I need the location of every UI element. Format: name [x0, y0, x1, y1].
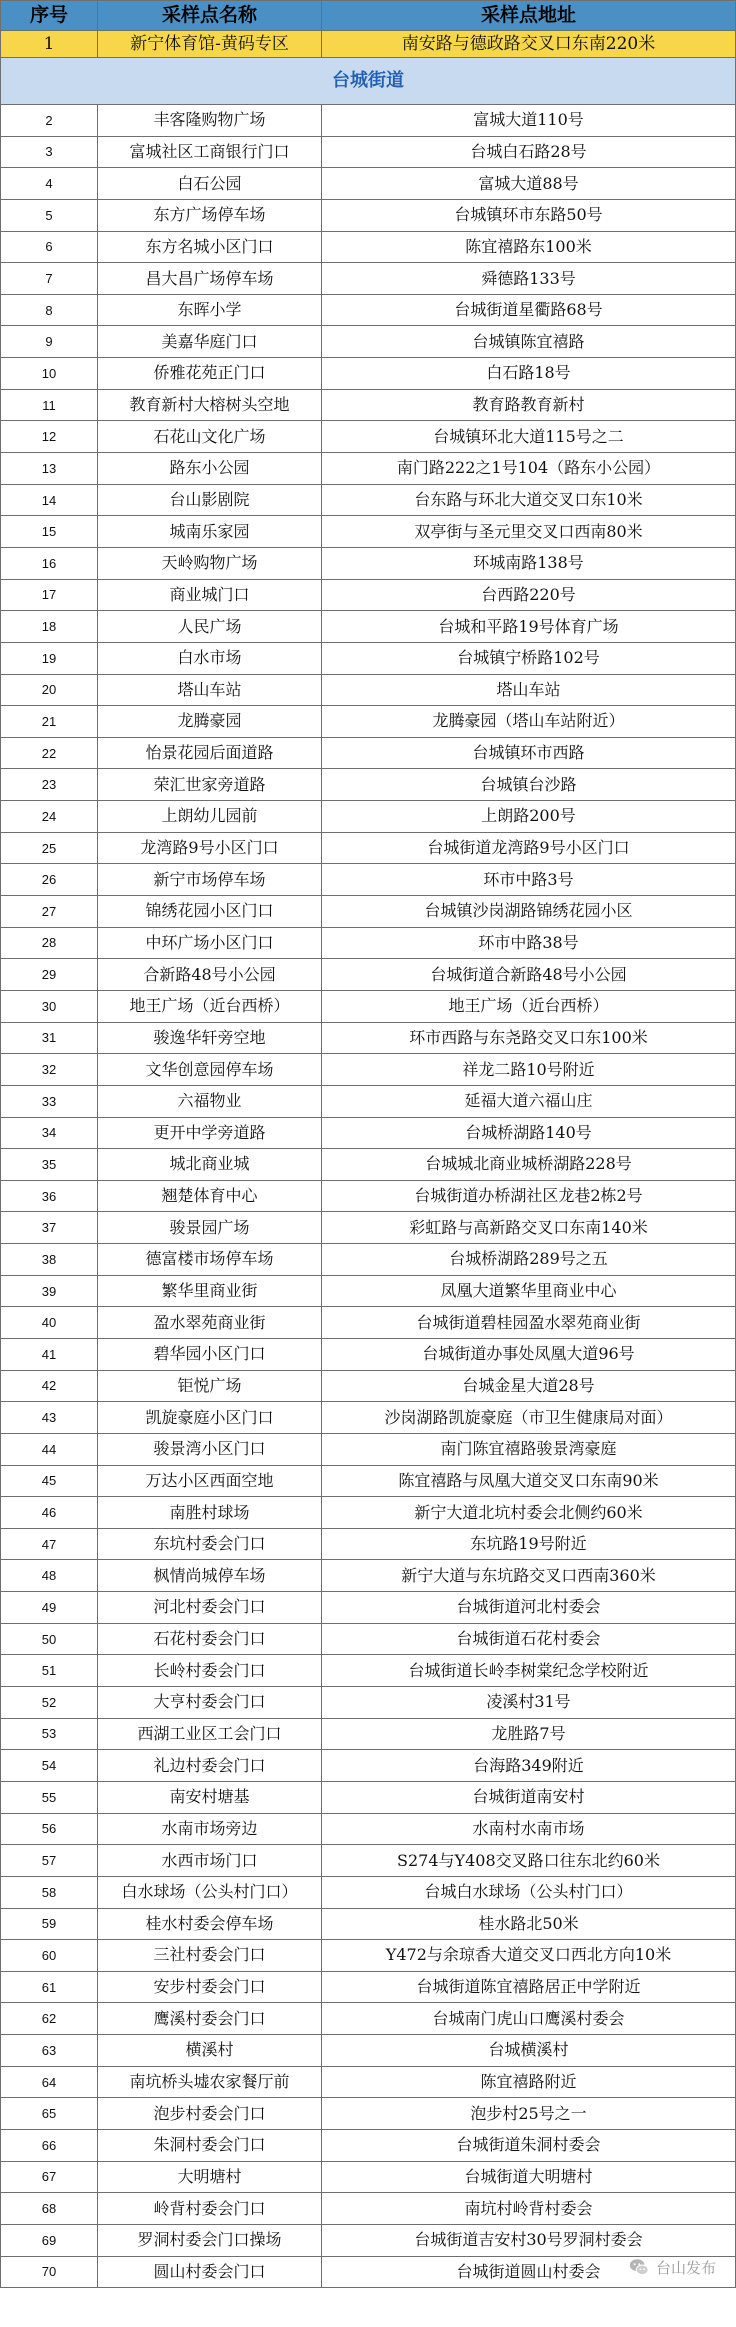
row-addr: 台城街道陈宜禧路居正中学附近: [322, 1971, 736, 2003]
table-row: [1, 1781, 736, 1813]
table-row: [1, 2161, 736, 2193]
row-name: 城北商业城: [98, 1149, 322, 1181]
row-addr: 台城镇环市西路: [322, 737, 736, 769]
row-no: 8: [1, 294, 98, 326]
row-addr: 台城街道吉安村30号罗洞村委会: [322, 2224, 736, 2256]
table-row: [1, 326, 736, 358]
row-addr: 台城镇环北大道115号之二: [322, 421, 736, 453]
row-no: 65: [1, 2098, 98, 2130]
row-name: 大明塘村: [98, 2161, 322, 2193]
row-addr: 台城街道龙湾路9号小区门口: [322, 832, 736, 864]
row-addr: 新宁大道与东坑路交叉口西南360米: [322, 1560, 736, 1592]
row-no: 2: [1, 105, 98, 137]
row-no: 52: [1, 1687, 98, 1719]
row-no: 18: [1, 611, 98, 643]
table-row: [1, 864, 736, 896]
table-row: [1, 294, 736, 326]
row-name: 钜悦广场: [98, 1370, 322, 1402]
row-addr: 台城镇台沙路: [322, 769, 736, 801]
row-no: 43: [1, 1402, 98, 1434]
row-addr: 台城镇陈宜禧路: [322, 326, 736, 358]
row-addr: 台城金星大道28号: [322, 1370, 736, 1402]
row-addr: 东坑路19号附近: [322, 1528, 736, 1560]
row-no: 41: [1, 1338, 98, 1370]
row-addr: 富城大道88号: [322, 168, 736, 200]
row-addr: 台城街道圆山村委会: [322, 2256, 736, 2288]
table-row: [1, 1592, 736, 1624]
table-header: [1, 1, 736, 31]
table-row: [1, 1212, 736, 1244]
row-name: 南坑桥头墟农家餐厅前: [98, 2066, 322, 2098]
row-no: 48: [1, 1560, 98, 1592]
row-addr: 舜德路133号: [322, 263, 736, 295]
row-no: 25: [1, 832, 98, 864]
table-row: [1, 1338, 736, 1370]
section-row: [1, 58, 736, 105]
highlight-row: [1, 31, 736, 58]
row-name: 东坑村委会门口: [98, 1528, 322, 1560]
row-name: 锦绣花园小区门口: [98, 896, 322, 928]
row-name: 凯旋豪庭小区门口: [98, 1402, 322, 1434]
header-addr: 采样点地址: [322, 1, 736, 31]
row-no: 14: [1, 484, 98, 516]
table-row: [1, 1054, 736, 1086]
row-name: 台山影剧院: [98, 484, 322, 516]
row-addr: 台城桥湖路140号: [322, 1117, 736, 1149]
row-name: 大亨村委会门口: [98, 1687, 322, 1719]
row-addr: 台城街道碧桂园盈水翠苑商业街: [322, 1307, 736, 1339]
row-name: 圆山村委会门口: [98, 2256, 322, 2288]
row-addr: 台城街道合新路48号小公园: [322, 959, 736, 991]
row-addr: 台城街道石花村委会: [322, 1623, 736, 1655]
row-no: 26: [1, 864, 98, 896]
row-addr: 台城镇环市东路50号: [322, 199, 736, 231]
row-name: 城南乐家园: [98, 516, 322, 548]
row-addr: 陈宜禧路附近: [322, 2066, 736, 2098]
row-no: 47: [1, 1528, 98, 1560]
table-row: [1, 168, 736, 200]
table-row: [1, 674, 736, 706]
row-name: 朱洞村委会门口: [98, 2130, 322, 2162]
row-addr: 教育路教育新村: [322, 389, 736, 421]
highlight-addr: 南安路与德政路交叉口东南220米: [322, 31, 736, 58]
row-no: 54: [1, 1750, 98, 1782]
row-no: 40: [1, 1307, 98, 1339]
row-addr: 龙胜路7号: [322, 1718, 736, 1750]
row-no: 56: [1, 1813, 98, 1845]
row-name: 富城社区工商银行门口: [98, 136, 322, 168]
table-row: [1, 1307, 736, 1339]
table-row: [1, 769, 736, 801]
wechat-icon: [628, 2256, 650, 2278]
row-name: 路东小公园: [98, 453, 322, 485]
row-name: 龙湾路9号小区门口: [98, 832, 322, 864]
row-no: 7: [1, 263, 98, 295]
row-addr: 台东路与环北大道交叉口东10米: [322, 484, 736, 516]
row-name: 侨雅花苑正门口: [98, 358, 322, 390]
row-addr: 祥龙二路10号附近: [322, 1054, 736, 1086]
table-row: [1, 2098, 736, 2130]
row-addr: 台城白水球场（公头村门口）: [322, 1876, 736, 1908]
row-addr: 台城街道办桥湖社区龙巷2栋2号: [322, 1180, 736, 1212]
row-addr: 台城白石路28号: [322, 136, 736, 168]
row-no: 11: [1, 389, 98, 421]
row-no: 59: [1, 1908, 98, 1940]
row-no: 42: [1, 1370, 98, 1402]
row-name: 翘楚体育中心: [98, 1180, 322, 1212]
row-addr: 白石路18号: [322, 358, 736, 390]
row-no: 60: [1, 1940, 98, 1972]
row-no: 24: [1, 801, 98, 833]
row-name: 白水市场: [98, 642, 322, 674]
row-name: 水南市场旁边: [98, 1813, 322, 1845]
section-title: 台城街道: [1, 58, 736, 105]
row-name: 德富楼市场停车场: [98, 1244, 322, 1276]
table-row: [1, 421, 736, 453]
row-name: 安步村委会门口: [98, 1971, 322, 2003]
row-no: 37: [1, 1212, 98, 1244]
table-row: [1, 1275, 736, 1307]
table-row: [1, 1845, 736, 1877]
table-row: [1, 927, 736, 959]
row-no: 55: [1, 1781, 98, 1813]
row-name: 南安村塘基: [98, 1781, 322, 1813]
row-no: 20: [1, 674, 98, 706]
table-row: [1, 1687, 736, 1719]
row-addr: 龙腾豪园（塔山车站附近）: [322, 706, 736, 738]
row-no: 34: [1, 1117, 98, 1149]
table-row: [1, 1813, 736, 1845]
row-name: 商业城门口: [98, 579, 322, 611]
row-addr: 南门路222之1号104（路东小公园）: [322, 453, 736, 485]
row-no: 45: [1, 1465, 98, 1497]
row-name: 东方名城小区门口: [98, 231, 322, 263]
table-row: [1, 2193, 736, 2225]
table-row: [1, 2130, 736, 2162]
row-name: 泡步村委会门口: [98, 2098, 322, 2130]
table-row: [1, 2066, 736, 2098]
row-addr: 水南村水南市场: [322, 1813, 736, 1845]
row-addr: 延福大道六福山庄: [322, 1085, 736, 1117]
row-no: 27: [1, 896, 98, 928]
row-addr: 环市西路与东尧路交叉口东100米: [322, 1022, 736, 1054]
row-no: 9: [1, 326, 98, 358]
row-addr: 台城南门虎山口鹰溪村委会: [322, 2003, 736, 2035]
row-name: 石花山文化广场: [98, 421, 322, 453]
row-no: 58: [1, 1876, 98, 1908]
table-row: [1, 1876, 736, 1908]
row-no: 46: [1, 1497, 98, 1529]
row-name: 丰客隆购物广场: [98, 105, 322, 137]
table-row: [1, 706, 736, 738]
row-addr: 台城街道朱洞村委会: [322, 2130, 736, 2162]
row-no: 39: [1, 1275, 98, 1307]
row-addr: 陈宜禧路与凤凰大道交叉口东南90米: [322, 1465, 736, 1497]
row-addr: 台城城北商业城桥湖路228号: [322, 1149, 736, 1181]
row-name: 中环广场小区门口: [98, 927, 322, 959]
table-row: [1, 263, 736, 295]
row-no: 57: [1, 1845, 98, 1877]
row-addr: 环市中路38号: [322, 927, 736, 959]
table-row: [1, 2003, 736, 2035]
row-name: 美嘉华庭门口: [98, 326, 322, 358]
row-addr: 台城街道办事处凤凰大道96号: [322, 1338, 736, 1370]
table-row: [1, 516, 736, 548]
row-addr: 塔山车站: [322, 674, 736, 706]
row-name: 碧华园小区门口: [98, 1338, 322, 1370]
row-addr: 凤凰大道繁华里商业中心: [322, 1275, 736, 1307]
row-no: 50: [1, 1623, 98, 1655]
row-addr: 台城街道河北村委会: [322, 1592, 736, 1624]
row-name: 塔山车站: [98, 674, 322, 706]
row-name: 东晖小学: [98, 294, 322, 326]
row-no: 32: [1, 1054, 98, 1086]
row-name: 教育新村大榕树头空地: [98, 389, 322, 421]
row-name: 白水球场（公头村门口）: [98, 1876, 322, 1908]
table-row: [1, 611, 736, 643]
row-name: 合新路48号小公园: [98, 959, 322, 991]
row-name: 南胜村球场: [98, 1497, 322, 1529]
table-row: [1, 579, 736, 611]
row-name: 地王广场（近台西桥）: [98, 990, 322, 1022]
row-name: 枫情尚城停车场: [98, 1560, 322, 1592]
row-addr: 陈宜禧路东100米: [322, 231, 736, 263]
row-no: 44: [1, 1433, 98, 1465]
row-no: 38: [1, 1244, 98, 1276]
row-name: 怡景花园后面道路: [98, 737, 322, 769]
row-name: 繁华里商业街: [98, 1275, 322, 1307]
table-row: [1, 2035, 736, 2067]
table-row: [1, 484, 736, 516]
row-no: 53: [1, 1718, 98, 1750]
row-name: 骏景园广场: [98, 1212, 322, 1244]
row-addr: 台西路220号: [322, 579, 736, 611]
row-name: 天岭购物广场: [98, 547, 322, 579]
row-no: 6: [1, 231, 98, 263]
row-addr: 富城大道110号: [322, 105, 736, 137]
table-row: [1, 1022, 736, 1054]
row-no: 36: [1, 1180, 98, 1212]
table-row: [1, 1940, 736, 1972]
row-addr: Y472与余琼香大道交叉口西北方向10米: [322, 1940, 736, 1972]
row-addr: 上朗路200号: [322, 801, 736, 833]
table-row: [1, 1117, 736, 1149]
row-name: 白石公园: [98, 168, 322, 200]
row-name: 更开中学旁道路: [98, 1117, 322, 1149]
row-no: 19: [1, 642, 98, 674]
watermark: [628, 2256, 716, 2278]
highlight-no: 1: [1, 31, 98, 58]
table-row: [1, 1528, 736, 1560]
row-no: 51: [1, 1655, 98, 1687]
row-name: 水西市场门口: [98, 1845, 322, 1877]
table-row: [1, 896, 736, 928]
table-row: [1, 105, 736, 137]
row-no: 70: [1, 2256, 98, 2288]
row-no: 69: [1, 2224, 98, 2256]
row-name: 三社村委会门口: [98, 1940, 322, 1972]
row-no: 23: [1, 769, 98, 801]
row-addr: 双亭街与圣元里交叉口西南80米: [322, 516, 736, 548]
row-no: 5: [1, 199, 98, 231]
row-addr: 台城街道大明塘村: [322, 2161, 736, 2193]
table-row: [1, 1465, 736, 1497]
row-no: 13: [1, 453, 98, 485]
row-addr: 环城南路138号: [322, 547, 736, 579]
table-row: [1, 1750, 736, 1782]
row-no: 17: [1, 579, 98, 611]
row-name: 河北村委会门口: [98, 1592, 322, 1624]
table-row: [1, 832, 736, 864]
row-no: 64: [1, 2066, 98, 2098]
row-addr: 南门陈宜禧路骏景湾豪庭: [322, 1433, 736, 1465]
table-row: [1, 1718, 736, 1750]
table-row: [1, 136, 736, 168]
table-row: [1, 231, 736, 263]
row-name: 文华创意园停车场: [98, 1054, 322, 1086]
table-row: [1, 389, 736, 421]
row-no: 35: [1, 1149, 98, 1181]
row-name: 桂水村委会停车场: [98, 1908, 322, 1940]
row-name: 盈水翠苑商业街: [98, 1307, 322, 1339]
header-name: 采样点名称: [98, 1, 322, 31]
table-row: [1, 642, 736, 674]
row-no: 49: [1, 1592, 98, 1624]
table-row: [1, 1623, 736, 1655]
row-name: 横溪村: [98, 2035, 322, 2067]
row-no: 63: [1, 2035, 98, 2067]
table-row: [1, 1244, 736, 1276]
row-name: 石花村委会门口: [98, 1623, 322, 1655]
row-addr: 沙岗湖路凯旋豪庭（市卫生健康局对面）: [322, 1402, 736, 1434]
table-row: [1, 1433, 736, 1465]
row-addr: 环市中路3号: [322, 864, 736, 896]
table-row: [1, 1655, 736, 1687]
row-no: 12: [1, 421, 98, 453]
row-addr: 台城街道星衢路68号: [322, 294, 736, 326]
table-row: [1, 2224, 736, 2256]
table-row: [1, 1180, 736, 1212]
row-name: 礼边村委会门口: [98, 1750, 322, 1782]
row-name: 长岭村委会门口: [98, 1655, 322, 1687]
row-addr: S274与Y408交叉路口往东北约60米: [322, 1845, 736, 1877]
row-name: 罗洞村委会门口操场: [98, 2224, 322, 2256]
row-name: 龙腾豪园: [98, 706, 322, 738]
table-row: [1, 199, 736, 231]
row-addr: 台城街道南安村: [322, 1781, 736, 1813]
row-name: 岭背村委会门口: [98, 2193, 322, 2225]
row-no: 62: [1, 2003, 98, 2035]
row-no: 67: [1, 2161, 98, 2193]
row-addr: 台城和平路19号体育广场: [322, 611, 736, 643]
row-no: 66: [1, 2130, 98, 2162]
row-no: 31: [1, 1022, 98, 1054]
table-row: [1, 1560, 736, 1592]
row-addr: 地王广场（近台西桥）: [322, 990, 736, 1022]
row-no: 28: [1, 927, 98, 959]
row-name: 鹰溪村委会门口: [98, 2003, 322, 2035]
table-row: [1, 990, 736, 1022]
table-row: [1, 358, 736, 390]
row-name: 东方广场停车场: [98, 199, 322, 231]
row-name: 西湖工业区工会门口: [98, 1718, 322, 1750]
highlight-name: 新宁体育馆-黄码专区: [98, 31, 322, 58]
row-name: 荣汇世家旁道路: [98, 769, 322, 801]
row-name: 人民广场: [98, 611, 322, 643]
table-row: [1, 1370, 736, 1402]
table-row: [1, 737, 736, 769]
row-addr: 新宁大道北坑村委会北侧约60米: [322, 1497, 736, 1529]
table-row: [1, 453, 736, 485]
row-addr: 台海路349附近: [322, 1750, 736, 1782]
row-no: 4: [1, 168, 98, 200]
table-row: [1, 1971, 736, 2003]
row-addr: 彩虹路与高新路交叉口东南140米: [322, 1212, 736, 1244]
row-no: 68: [1, 2193, 98, 2225]
table-row: [1, 1149, 736, 1181]
table-row: [1, 547, 736, 579]
row-addr: 台城横溪村: [322, 2035, 736, 2067]
row-no: 29: [1, 959, 98, 991]
row-addr: 台城桥湖路289号之五: [322, 1244, 736, 1276]
table-row: [1, 801, 736, 833]
row-addr: 凌溪村31号: [322, 1687, 736, 1719]
row-no: 21: [1, 706, 98, 738]
row-no: 33: [1, 1085, 98, 1117]
row-addr: 台城街道长岭李树棠纪念学校附近: [322, 1655, 736, 1687]
row-no: 15: [1, 516, 98, 548]
row-no: 30: [1, 990, 98, 1022]
table-row: [1, 1908, 736, 1940]
row-no: 16: [1, 547, 98, 579]
row-name: 骏逸华轩旁空地: [98, 1022, 322, 1054]
row-addr: 桂水路北50米: [322, 1908, 736, 1940]
row-no: 3: [1, 136, 98, 168]
row-name: 新宁市场停车场: [98, 864, 322, 896]
header-no: 序号: [1, 1, 98, 31]
table-row: [1, 959, 736, 991]
row-addr: 泡步村25号之一: [322, 2098, 736, 2130]
row-name: 万达小区西面空地: [98, 1465, 322, 1497]
table-row: [1, 1402, 736, 1434]
table-row: [1, 1497, 736, 1529]
row-no: 61: [1, 1971, 98, 2003]
row-name: 昌大昌广场停车场: [98, 263, 322, 295]
row-name: 上朗幼儿园前: [98, 801, 322, 833]
watermark-text: 台山发布: [655, 2258, 716, 2277]
row-name: 骏景湾小区门口: [98, 1433, 322, 1465]
table-row: [1, 2256, 736, 2288]
row-addr: 南坑村岭背村委会: [322, 2193, 736, 2225]
row-no: 10: [1, 358, 98, 390]
table-row: [1, 1085, 736, 1117]
row-addr: 台城镇沙岗湖路锦绣花园小区: [322, 896, 736, 928]
row-name: 六福物业: [98, 1085, 322, 1117]
row-addr: 台城镇宁桥路102号: [322, 642, 736, 674]
row-no: 22: [1, 737, 98, 769]
